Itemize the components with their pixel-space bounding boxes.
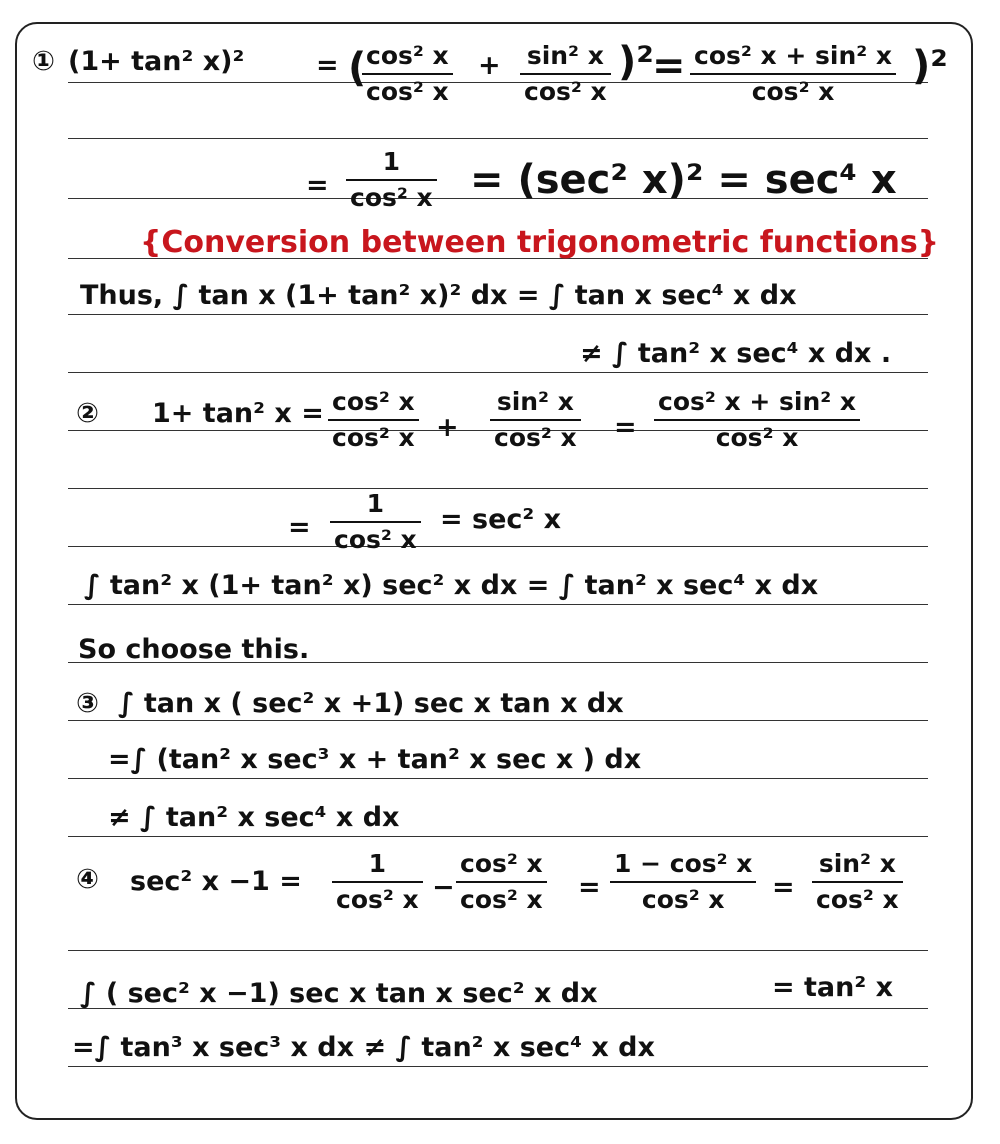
step-2-plus: +: [436, 412, 459, 443]
step-1-paren-close-squared: )²: [618, 39, 654, 85]
denominator: cos² x: [332, 422, 415, 452]
step-2-integral: ∫ tan² x (1+ tan² x) sec² x dx = ∫ tan² x sec⁴ x dx: [84, 570, 819, 601]
ruled-line: [68, 720, 928, 721]
denominator: cos² x: [524, 76, 607, 106]
ruled-line: [68, 950, 928, 951]
conversion-note: {Conversion between trigonometric functions}: [140, 225, 940, 260]
fraction-bar: [520, 73, 611, 75]
step-1-not-equal-line: ≠ ∫ tan² x sec⁴ x dx .: [580, 338, 892, 369]
step-1-line2-rest: = (sec² x)² = sec⁴ x: [470, 157, 897, 203]
fraction-bar: [654, 419, 860, 421]
denominator: cos² x: [641, 884, 725, 914]
step-2-fraction-1-over-cos: [330, 490, 421, 553]
step-1-fraction-sin-over-cos: [520, 42, 611, 105]
denominator: cos² x: [751, 76, 835, 106]
numerator: cos² x: [366, 41, 449, 70]
numerator: sin² x: [526, 41, 604, 70]
denominator: cos² x: [460, 884, 543, 914]
step-1-fraction-cos-over-cos: [362, 42, 453, 105]
step-2-fraction-sin-over-cos: [490, 388, 581, 451]
step-2-line2-rest: = sec² x: [440, 504, 562, 535]
step-4-lhs: sec² x −1 =: [130, 866, 302, 897]
step-1-lhs: (1+ tan² x)²: [68, 46, 245, 77]
fraction-bar: [456, 881, 547, 883]
numerator: 1: [366, 489, 385, 518]
step-2-label: ②: [76, 398, 99, 429]
step-4-fraction-1-over-cos: [332, 850, 423, 913]
denominator: cos² x: [336, 884, 419, 914]
denominator: cos² x: [715, 422, 799, 452]
step-4-result: = tan² x: [772, 972, 894, 1003]
numerator: cos² x: [332, 387, 415, 416]
step-3-line1: ∫ tan x ( sec² x +1) sec x tan x dx: [118, 688, 624, 719]
step-2-lhs: 1+ tan² x =: [152, 398, 324, 429]
fraction-bar: [328, 419, 419, 421]
step-2-equals: =: [614, 412, 637, 443]
step-1-thus-line: Thus, ∫ tan x (1+ tan² x)² dx = ∫ tan x sec⁴ x dx: [80, 280, 797, 311]
step-4-integral: ∫ ( sec² x −1) sec x tan x sec² x dx: [80, 978, 598, 1009]
step-4-fraction-sin-over-cos: [812, 850, 903, 913]
step-1-equals-2: =: [652, 43, 686, 89]
denominator: cos² x: [366, 76, 449, 106]
numerator: 1: [368, 849, 387, 878]
numerator: sin² x: [818, 849, 896, 878]
step-1-label: ①: [32, 46, 55, 77]
step-4-fraction-cos-over-cos: [456, 850, 547, 913]
ruled-line: [68, 372, 928, 373]
step-1-equals: =: [316, 50, 339, 81]
fraction-bar: [610, 881, 756, 883]
step-4-label: ④: [76, 864, 99, 895]
step-2-fraction-cos-over-cos: [328, 388, 419, 451]
ruled-line: [68, 1066, 928, 1067]
denominator: cos² x: [494, 422, 577, 452]
numerator: sin² x: [496, 387, 574, 416]
step-4-equals-2: =: [772, 872, 795, 903]
fraction-bar: [332, 881, 423, 883]
step-4-equals: =: [578, 872, 601, 903]
denominator: cos² x: [350, 182, 433, 212]
step-4-final: =∫ tan³ x sec³ x dx ≠ ∫ tan² x sec⁴ x dx: [72, 1032, 655, 1063]
ruled-line: [68, 604, 928, 605]
step-3-label: ③: [76, 688, 99, 719]
step-1-fraction-1-over-cos: [346, 148, 437, 211]
step-1-line2-equals: =: [306, 170, 329, 201]
step-2-choose: So choose this.: [78, 634, 310, 665]
step-1-plus: +: [478, 50, 501, 81]
ruled-line: [68, 778, 928, 779]
denominator: cos² x: [816, 884, 899, 914]
numerator: cos² x: [460, 849, 543, 878]
ruled-line: [68, 546, 928, 547]
fraction-bar: [812, 881, 903, 883]
ruled-line: [68, 138, 928, 139]
step-4-fraction-diff-over-cos: [610, 850, 756, 913]
step-4-minus: −: [432, 872, 455, 903]
numerator: cos² x + sin² x: [694, 41, 893, 70]
step-1-paren-open: (: [348, 45, 367, 91]
ruled-line: [68, 488, 928, 489]
numerator: cos² x + sin² x: [658, 387, 857, 416]
step-2-line2-equals: =: [288, 512, 311, 543]
fraction-bar: [362, 73, 453, 75]
ruled-line: [68, 314, 928, 315]
step-3-line2: =∫ (tan² x sec³ x + tan² x sec x ) dx: [108, 744, 642, 775]
fraction-bar: [490, 419, 581, 421]
numerator: 1: [382, 147, 401, 176]
ruled-line: [68, 836, 928, 837]
step-1-paren-close-squared-2: )²: [912, 43, 948, 89]
fraction-bar: [330, 521, 421, 523]
fraction-bar: [346, 179, 437, 181]
step-2-fraction-sum-over-cos: [654, 388, 860, 451]
step-3-line3: ≠ ∫ tan² x sec⁴ x dx: [108, 802, 400, 833]
step-1-fraction-sum-over-cos: [690, 42, 896, 105]
fraction-bar: [690, 73, 896, 75]
numerator: 1 − cos² x: [614, 849, 753, 878]
denominator: cos² x: [334, 524, 417, 554]
